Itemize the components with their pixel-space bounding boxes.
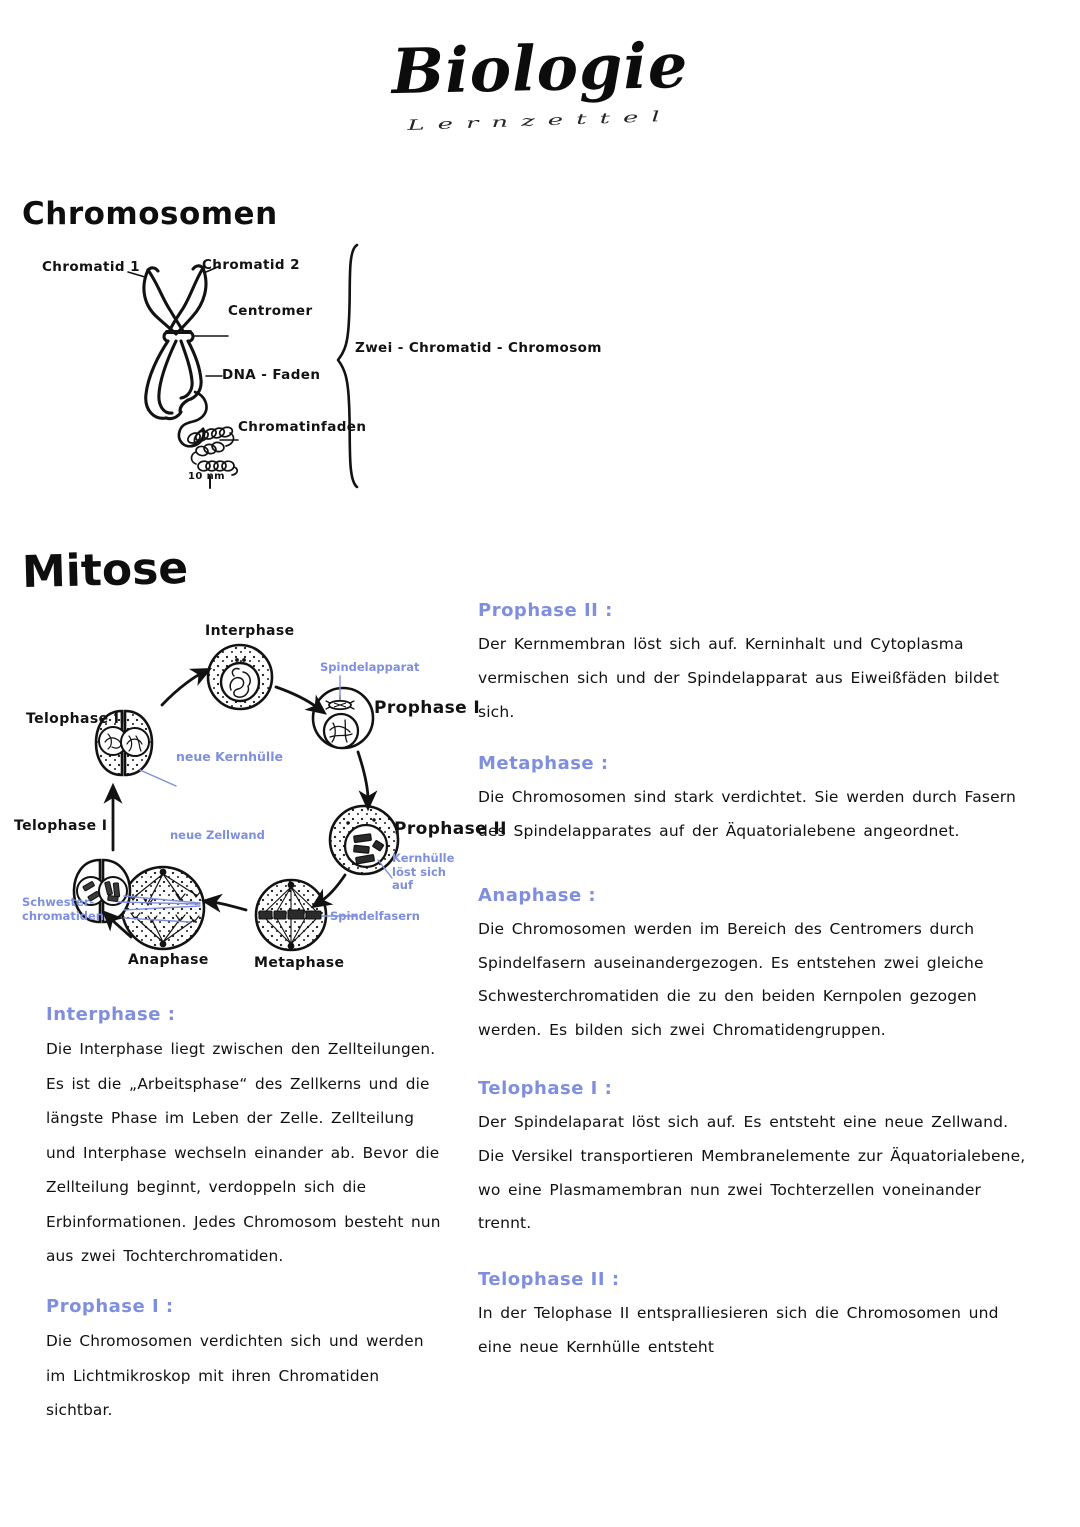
chromosome-bracket — [335, 243, 365, 491]
annotation-kernhuelle-loest-sich-auf — [392, 852, 454, 893]
annotation-spindelapparat: Spindelapparat — [320, 660, 420, 674]
section-heading-chromosomen: Chromosomen — [22, 196, 278, 232]
cycle-label-prophase-1: Prophase I — [374, 698, 481, 718]
cycle-label-telophase-2: Telophase II — [26, 711, 125, 727]
phase-heading-telophase-2: Telophase II : — [478, 1269, 620, 1291]
annotation-neue-zellwand: neue Zellwand — [170, 828, 265, 842]
phase-heading-metaphase: Metaphase : — [478, 753, 609, 775]
section-heading-mitose: Mitose — [21, 542, 189, 599]
label-dna-faden: DNA - Faden — [222, 367, 321, 383]
phase-block-prophase-1 — [46, 1296, 446, 1428]
cycle-label-interphase: Interphase — [205, 623, 295, 639]
phase-heading-telophase-1: Telophase I : — [478, 1078, 613, 1100]
annotation-line-2: chromatiden — [22, 908, 104, 923]
phase-heading-interphase: Interphase : — [46, 1004, 176, 1025]
phase-text-telophase-2: In der Telophase II entspralliesieren sich die Chromosomen und eine neue Kernhülle entsteht — [478, 1304, 999, 1356]
phase-heading-anaphase: Anaphase : — [478, 884, 597, 906]
cycle-label-metaphase: Metaphase — [254, 955, 345, 971]
phase-text-telophase-1: Der Spindelaparat löst sich auf. Es entsteht eine neue Zellwand. Die Versikel transportieren Membranelemente zur Äquatorialebene, wo eine Plasmamembran nun zwei Tochterzellen voneinander trennt. — [478, 1113, 1026, 1233]
cycle-label-telophase-1: Telophase I — [14, 818, 108, 834]
phase-block-prophase-2 — [478, 600, 1026, 729]
text-column-right — [478, 600, 1026, 1371]
cycle-label-prophase-2: Prophase II — [394, 819, 507, 839]
phase-text-prophase-2: Der Kernmembran löst sich auf. Kerninhalt und Cytoplasma vermischen sich und der Spindelapparat aus Eiweißfäden bildet sich. — [478, 635, 1000, 721]
annotation-neue-kernhuelle: neue Kernhülle — [176, 749, 283, 764]
phase-text-anaphase: Die Chromosomen werden im Bereich des Centromers durch Spindelfasern auseinandergezogen. Es entstehen zwei gleiche Schwesterchromatiden die zu den beiden Kernpolen gezogen werden. Es bilden sich zwei Chromatidengruppen. — [478, 919, 984, 1040]
label-centromer: Centromer — [228, 303, 313, 319]
cycle-cell-prophase-2 — [330, 806, 398, 874]
phase-text-prophase-1: Die Chromosomen verdichten sich und werden im Lichtmikroskop mit ihren Chromatiden sichtbar. — [46, 1331, 424, 1420]
annotation-schwesterchromatiden — [22, 896, 104, 923]
annotation-line-3: auf — [392, 878, 413, 893]
annotation-line-1: Kernhülle — [392, 851, 455, 865]
phase-heading-prophase-2: Prophase II : — [478, 600, 613, 621]
phase-block-telophase-2 — [478, 1269, 1026, 1365]
label-chromatinfaden: Chromatinfaden — [238, 419, 367, 435]
page-subtitle: Lernzettel — [407, 108, 673, 134]
annotation-line-2: löst sich — [392, 864, 446, 879]
annotation-line-1: Schwester- — [22, 895, 95, 909]
phase-block-interphase — [46, 1004, 446, 1274]
page-title: Biologie — [390, 28, 690, 109]
chromosome-diagram — [20, 240, 380, 495]
phase-block-metaphase — [478, 753, 1026, 849]
cycle-cell-interphase — [208, 645, 272, 709]
phase-block-anaphase — [478, 885, 1026, 1048]
phase-block-telophase-1 — [478, 1078, 1026, 1241]
label-chromatid-2: Chromatid 2 — [202, 257, 300, 273]
label-scale-10nm: 10 nm — [188, 471, 225, 482]
phase-text-interphase: Die Interphase liegt zwischen den Zellteilungen. Es ist die „Arbeitsphase“ des Zellkerns und die längste Phase im Leben der Zelle. Zellteilung und Interphase wechseln einander ab. Bevor die Zellteilung beginnt, verdoppeln sich die Erbinformationen. Jedes Chromosom besteht nun aus zwei Tochterchromatiden. — [46, 1040, 441, 1266]
cycle-label-anaphase: Anaphase — [128, 952, 209, 968]
cycle-cell-prophase-1 — [313, 688, 373, 748]
label-zwei-chromatid-chromosom: Zwei - Chromatid - Chromosom — [355, 340, 602, 356]
page-header — [0, 28, 1080, 136]
annotation-spindelfasern: Spindelfasern — [330, 909, 420, 923]
cycle-cell-metaphase — [256, 880, 326, 950]
text-column-left — [46, 1004, 446, 1434]
phase-heading-prophase-1: Prophase I : — [46, 1295, 174, 1317]
phase-text-metaphase: Die Chromosomen sind stark verdichtet. Sie werden durch Fasern des Spindelapparates auf der Äquatorialebene angeordnet. — [478, 788, 1016, 841]
chromosome-figure-svg — [20, 240, 380, 495]
label-chromatid-1: Chromatid 1 — [42, 259, 140, 275]
